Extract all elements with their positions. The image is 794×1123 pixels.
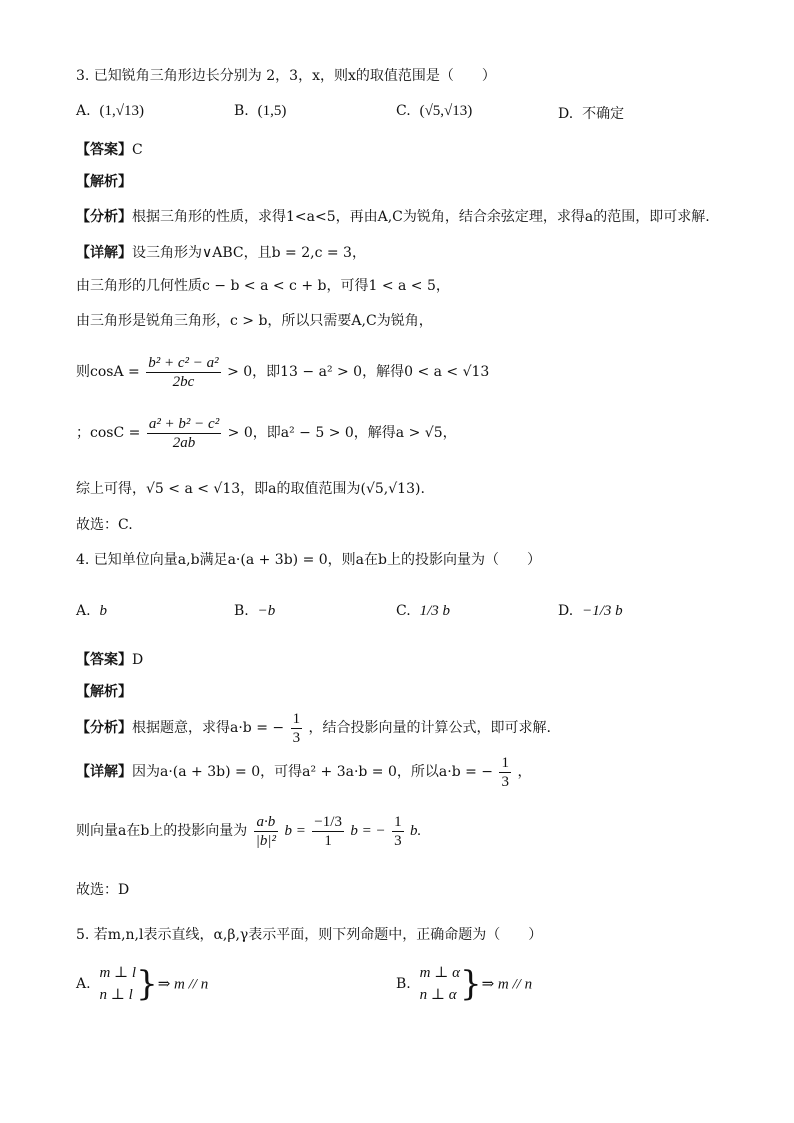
q3-answer: 【答案】C <box>76 142 143 158</box>
q4-option-a: A. b <box>76 603 107 619</box>
fraction-cos-c: $\frac{\text{a² + b² − c²}}{2ab}$ <box>148 415 220 451</box>
q3-line-3: 由三角形是锐角三角形，c > b，所以只需要A,C为锐角， <box>76 313 433 329</box>
q4-stem: 4. 已知单位向量a,b满足a·(a + 3b) = 0，则a在b上的投影向量为（ ） <box>76 552 541 568</box>
q4-option-b: B. −b <box>234 603 276 619</box>
q4-line-end: 故选：D <box>76 882 130 898</box>
q3-line-7: 故选：C. <box>76 517 133 533</box>
fraction-one-third: $\frac{1}{3}$ <box>292 710 301 746</box>
q3-line-6: 综上可得，√5 < a < √13，即a的取值范围为(√5,√13). <box>76 481 425 497</box>
q3-fenxi: 【分析】根据三角形的性质，求得1<a<5，再由A,C为锐角，结合余弦定理，求得a的范围，即可求解. <box>76 209 710 225</box>
fraction-neg-third-over-one: $\frac{-1/3}{1}$ <box>314 813 342 849</box>
fraction-cos-a: $\frac{\text{b² + c² − a²}}{2bc}$ <box>148 354 219 390</box>
q3-line-4: 则cosA = $\frac{\text{b² + c² − a²}}{2bc}$ > 0，即13 − a² > 0，解得0 < a < √13 <box>76 354 490 390</box>
q4-answer: 【答案】D <box>76 652 144 668</box>
q3-xiangjie: 【详解】设三角形为∨ABC，且b = 2,c = 3， <box>76 245 366 261</box>
q5-option-b: B. m ⊥ α n ⊥ α }⇒ m // n <box>396 964 533 1004</box>
q3-option-b: B. (1,5) <box>234 103 287 119</box>
q4-xiangjie: 【详解】因为a·(a + 3b) = 0，可得a² + 3a·b = 0，所以a·b = − $\frac{1}{3}$ ， <box>76 754 532 790</box>
fraction-projection: $\frac{a\cdot b}{\text{|b|²}}$ <box>255 813 277 849</box>
q5-stem: 5. 若m,n,l表示直线，α,β,γ表示平面，则下列命题中，正确命题为（ ） <box>76 927 543 943</box>
q3-option-a: A. (1,√13) <box>76 103 144 119</box>
q3-stem: 3. 已知锐角三角形边长分别为 2，3，x，则x的取值范围是（ ） <box>76 68 496 84</box>
brace-icon: } <box>136 964 158 1004</box>
q4-projection-line: 则向量a在b上的投影向量为 $\frac{a\cdot b}{\text{|b|²}}$ b = $\frac{-1/3}{1}$ b = − $\frac{1}{3}$ b. <box>76 813 422 849</box>
q4-analysis-heading: 【解析】 <box>76 684 132 700</box>
fraction-one-third: $\frac{1}{3}$ <box>394 813 402 849</box>
q3-line-5: ；cosC = $\frac{\text{a² + b² − c²}}{2ab}$ > 0，即a² − 5 > 0，解得a > √5， <box>76 415 457 451</box>
q4-option-d: D. −1/3 b <box>558 603 623 619</box>
brace-icon: } <box>459 964 482 1004</box>
q3-line-2: 由三角形的几何性质c − b < a < c + b，可得1 < a < 5， <box>76 278 450 294</box>
q3-analysis-heading: 【解析】 <box>76 174 132 190</box>
q3-option-c: C. (√5,√13) <box>396 103 473 119</box>
q5-option-a: A. m ⊥ l n ⊥ l }⇒ m // n <box>76 964 209 1004</box>
q4-fenxi: 【分析】根据题意，求得a·b = − $\frac{1}{3}$ ，结合投影向量的计算公式，即可求解. <box>76 710 551 746</box>
q4-option-c: C. 1/3 b <box>396 603 450 619</box>
fraction-one-third: $\frac{1}{3}$ <box>501 754 509 790</box>
q3-option-d: D. 不确定 <box>558 106 625 122</box>
